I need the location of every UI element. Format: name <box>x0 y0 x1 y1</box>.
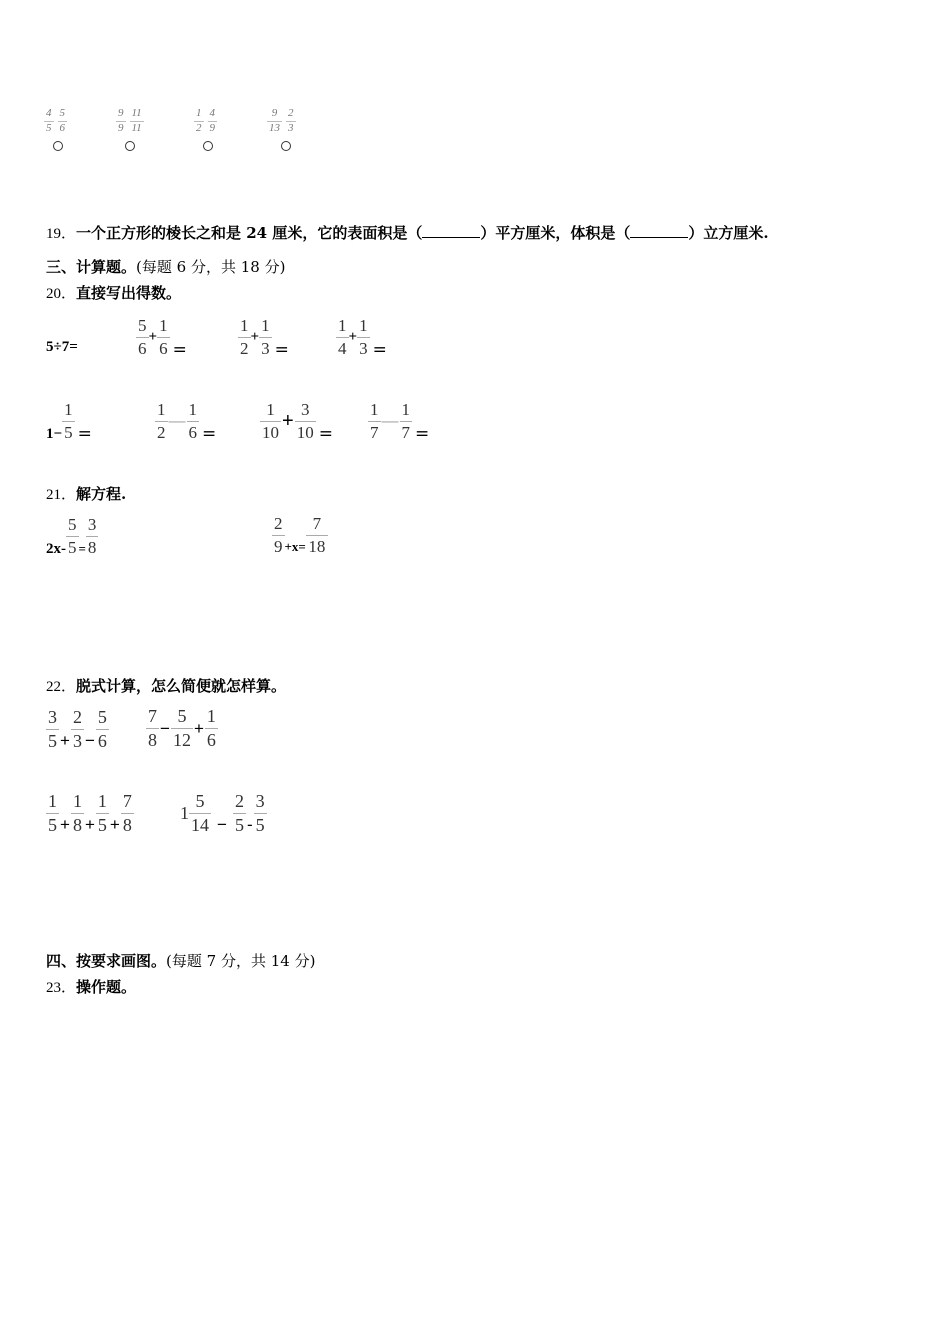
fraction: $\frac{1}{8}$ <box>72 790 82 835</box>
operator: + <box>282 409 294 432</box>
operator: + <box>60 815 70 834</box>
question-23 <box>46 976 136 997</box>
compare-item-1 <box>44 108 67 134</box>
equals-sign: = <box>415 424 430 444</box>
fraction: $\frac{1}{3}$ <box>261 315 270 358</box>
expression-lead: 1− <box>46 425 63 442</box>
question-text: 一个正方形的棱长之和是 24 厘米，它的表面积是（ <box>76 224 423 242</box>
fraction: $\frac{3}{5}$ <box>48 706 57 751</box>
fraction: $\frac{2}{3}$ <box>72 706 82 751</box>
fraction: $\frac{3}{10}$ <box>296 399 314 442</box>
fraction: $\frac{7}{18}$ <box>306 515 328 556</box>
question-text: 脱式计算，怎么简便就怎样算。 <box>76 677 287 695</box>
compare-circle[interactable] <box>281 141 291 151</box>
fraction: $\frac{5}{6}$ <box>59 107 65 134</box>
expression-20-1-2 <box>136 314 187 360</box>
operator: − <box>160 719 170 739</box>
equals-sign: = <box>274 340 289 360</box>
operator: + <box>148 328 158 345</box>
compare-item-2 <box>116 108 144 134</box>
question-20 <box>46 282 181 303</box>
equals-sign: = <box>172 340 187 360</box>
plus-x-equals: +x= <box>284 539 306 555</box>
section-3-heading <box>46 256 285 277</box>
expression-lead: 2x- <box>46 541 66 557</box>
compare-circle[interactable] <box>203 141 213 151</box>
fraction: $\frac{1}{6}$ <box>159 315 168 358</box>
fraction: $\frac{5}{12}$ <box>172 706 191 750</box>
operator: + <box>250 328 260 345</box>
fraction: $\frac{1}{5}$ <box>64 399 73 442</box>
expression-20-2-2 <box>155 398 216 444</box>
question-number: 22． <box>46 679 77 695</box>
compare-item-4 <box>267 108 296 134</box>
fraction: $\frac{1}{3}$ <box>359 315 368 358</box>
fraction: $\frac{2}{9}$ <box>274 514 283 556</box>
fraction: $\frac{1}{5}$ <box>48 790 57 835</box>
equals-sign: = <box>78 540 86 556</box>
operator: + <box>193 719 204 739</box>
fraction: $\frac{5}{6}$ <box>97 706 107 751</box>
compare-item-3 <box>194 108 217 134</box>
question-text: 操作题。 <box>76 978 137 996</box>
question-text: ）平方厘米，体积是（ <box>480 224 631 242</box>
fraction: $\frac{4}{9}$ <box>209 107 215 134</box>
question-19 <box>46 222 769 243</box>
question-text: 直接写出得数。 <box>76 284 182 302</box>
question-number: 19． <box>46 226 77 242</box>
whole-number: 1 <box>180 802 189 823</box>
expression-20-1-4 <box>336 314 387 360</box>
compare-circle[interactable] <box>53 141 63 151</box>
fraction: $\frac{3}{5}$ <box>255 790 265 835</box>
fraction: $\frac{5}{6}$ <box>138 315 147 358</box>
fraction: $\frac{5}{5}$ <box>68 515 77 557</box>
question-text: ）立方厘米. <box>688 224 769 242</box>
expression-22-3 <box>46 791 134 835</box>
fraction: $\frac{1}{7}$ <box>370 399 379 442</box>
question-21 <box>46 483 126 504</box>
section-note: (每题 6 分，共 18 分) <box>136 258 286 276</box>
fraction: $\frac{1}{5}$ <box>97 790 107 835</box>
fraction: $\frac{3}{8}$ <box>87 515 97 557</box>
equation-21-2 <box>272 515 328 556</box>
question-number: 21． <box>46 487 77 503</box>
fraction: $\frac{1}{2}$ <box>196 107 202 134</box>
operator: + <box>348 328 358 345</box>
operator: — <box>168 411 186 430</box>
equals-sign: = <box>77 424 92 444</box>
expression-20-2-4 <box>368 398 429 444</box>
expression-22-2 <box>146 707 218 750</box>
fraction: $\frac{1}{2}$ <box>157 399 166 442</box>
expression-20-2-1 <box>46 398 92 444</box>
question-number: 23． <box>46 980 77 996</box>
operator: + <box>60 731 70 750</box>
equals-sign: = <box>318 424 333 444</box>
fraction: $\frac{7}{8}$ <box>122 790 132 835</box>
fraction: $\frac{4}{5}$ <box>46 107 52 134</box>
expression-22-1 <box>46 707 109 751</box>
section-title: 三、计算题。 <box>46 258 137 276</box>
fraction: $\frac{1}{2}$ <box>240 315 249 358</box>
expression-5div7: 5÷7= <box>46 339 78 355</box>
operator: + <box>84 815 95 834</box>
fraction: $\frac{1}{10}$ <box>262 399 279 442</box>
operator: − <box>84 731 95 750</box>
question-22 <box>46 675 286 696</box>
fraction: $\frac{1}{7}$ <box>401 399 410 442</box>
fraction: $\frac{7}{8}$ <box>148 706 157 750</box>
section-note: (每题 7 分，共 14 分) <box>166 952 316 970</box>
fraction: $\frac{9}{9}$ <box>118 107 124 134</box>
equation-21-1 <box>46 515 98 558</box>
section-4-heading <box>46 950 315 971</box>
expression-20-1-3 <box>238 314 289 360</box>
fraction: $\frac{5}{14}$ <box>191 790 209 835</box>
answer-blank[interactable] <box>630 225 688 238</box>
fraction: $\frac{2}{3}$ <box>288 107 294 134</box>
fraction: $\frac{1}{4}$ <box>338 315 347 358</box>
operator: − <box>217 815 227 834</box>
section-title: 四、按要求画图。 <box>46 952 167 970</box>
question-number: 20． <box>46 286 77 302</box>
fraction: $\frac{11}{11}$ <box>131 107 142 134</box>
question-text: 解方程. <box>76 485 127 503</box>
fraction: $\frac{1}{6}$ <box>188 399 197 442</box>
equals-sign: = <box>372 340 387 360</box>
fraction: $\frac{1}{6}$ <box>206 706 216 750</box>
expression-22-4 <box>180 791 267 835</box>
fraction: $\frac{9}{13}$ <box>269 107 280 134</box>
expression-20-2-3 <box>260 398 333 444</box>
fraction: $\frac{2}{5}$ <box>234 790 244 835</box>
operator: — <box>381 411 399 430</box>
operator: + <box>109 815 120 834</box>
answer-blank[interactable] <box>422 225 480 238</box>
compare-circle[interactable] <box>125 141 135 151</box>
operator: - <box>246 815 253 834</box>
equals-sign: = <box>202 424 217 444</box>
